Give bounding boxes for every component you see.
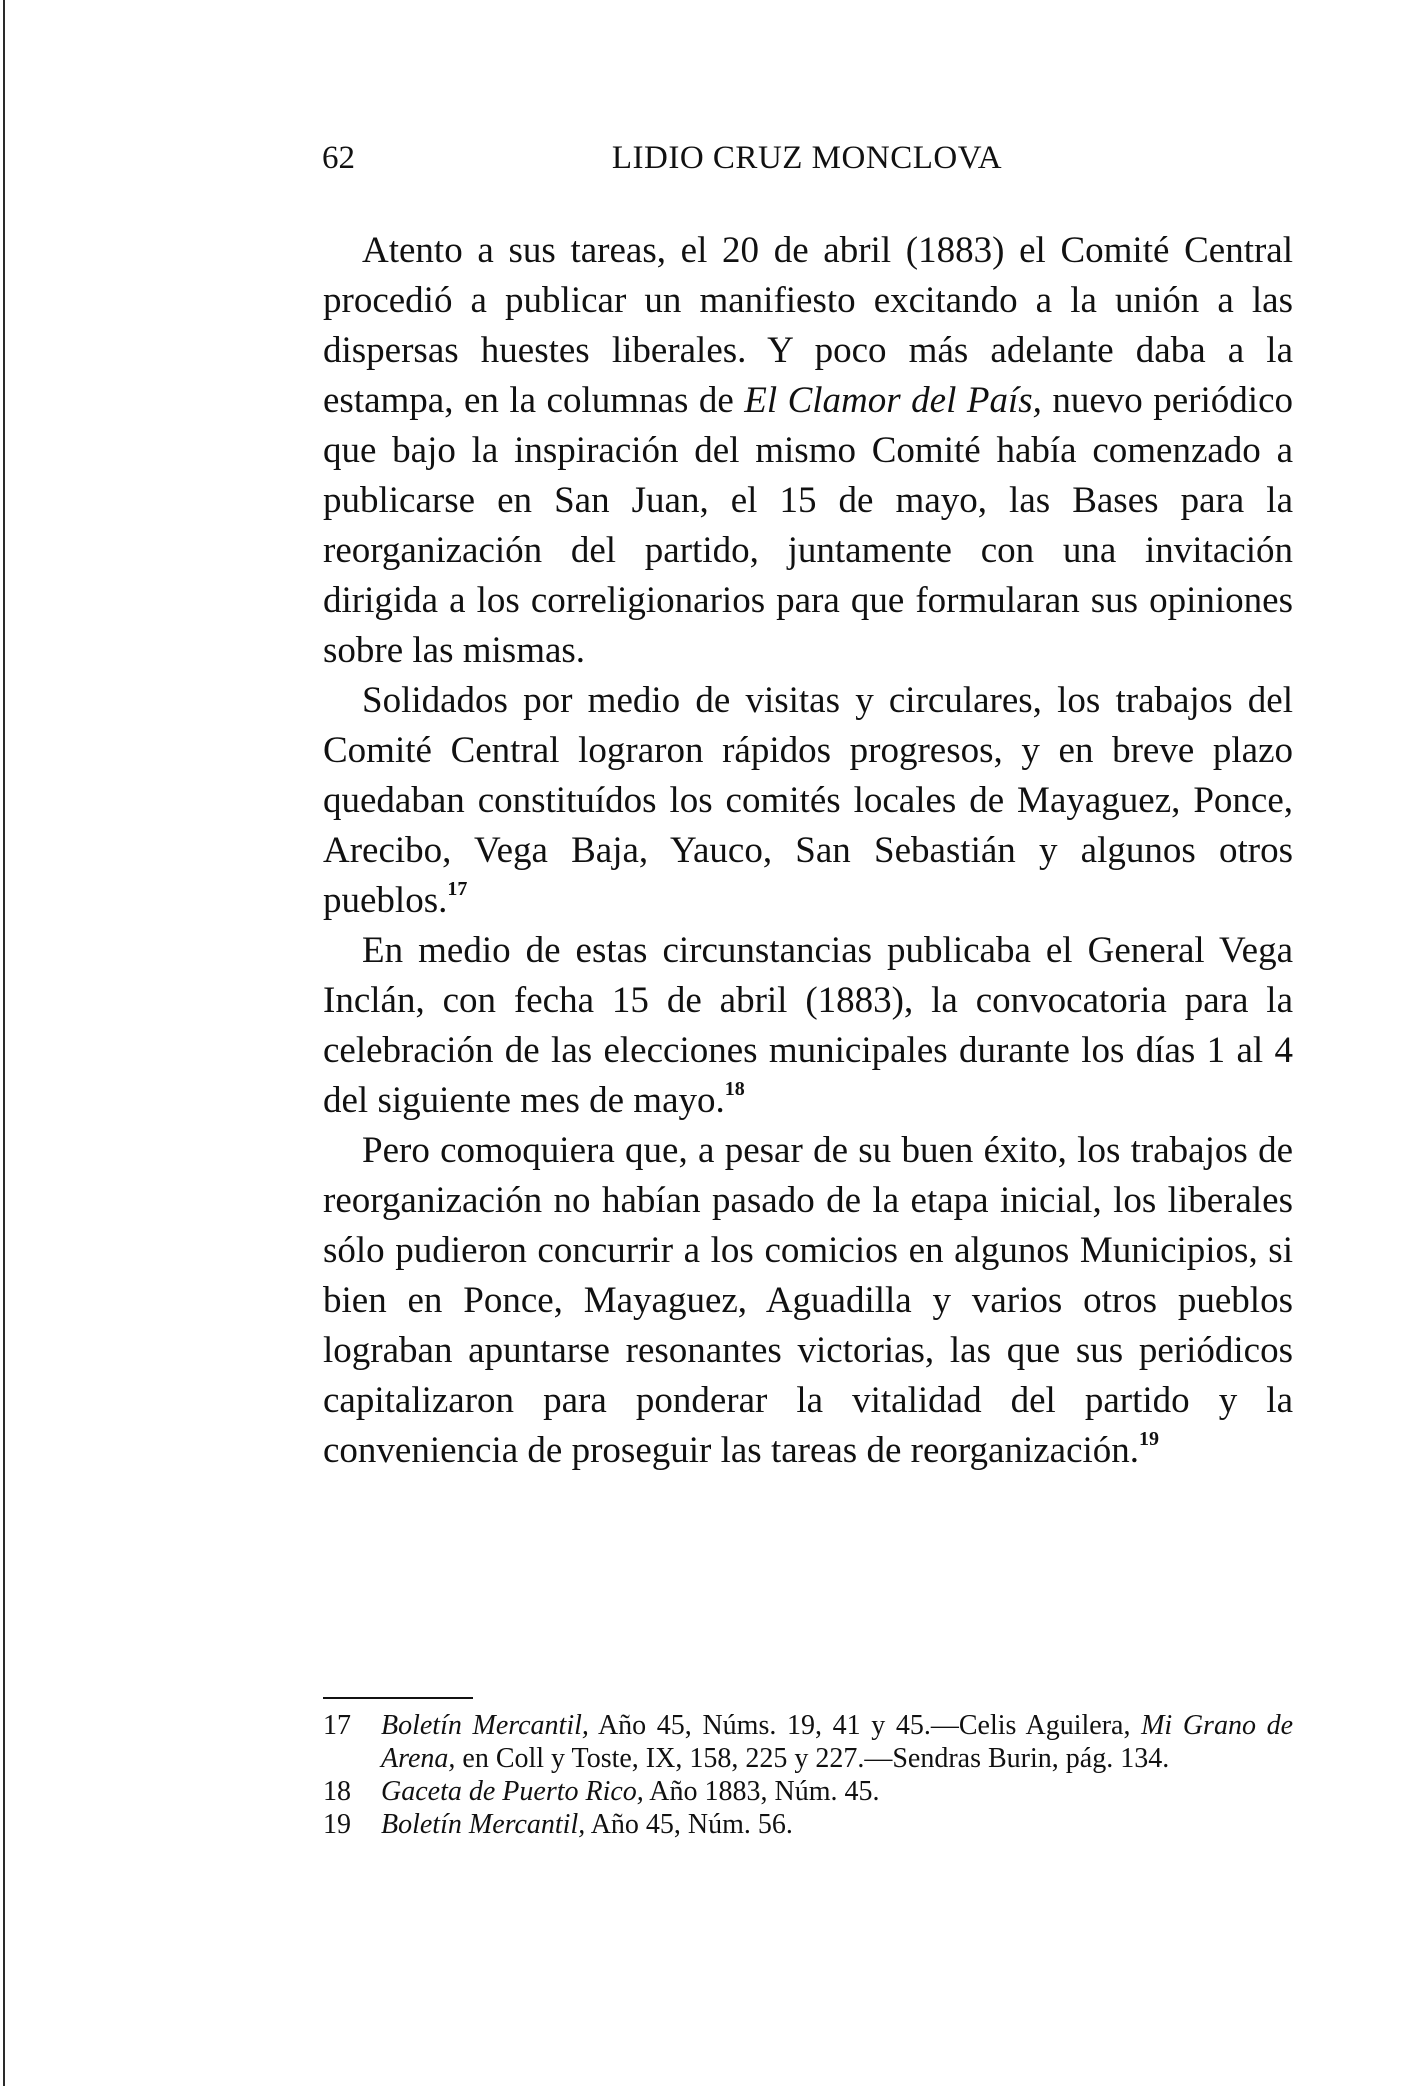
paragraph-4 [323, 1126, 1293, 1476]
footnote-ref-19: 19 [1139, 1428, 1160, 1450]
footnote-18-text: Año 1883, Núm. 45. [643, 1776, 880, 1807]
footnote-18-italic: Gaceta de Puerto Rico, [381, 1776, 644, 1807]
footnote-ref-18: 18 [724, 1078, 745, 1100]
footnote-17 [323, 1709, 1293, 1775]
paragraph-3-text: En medio de estas circunstancias publicaba el General Vega Inclán, con fecha 15 de abril (1883), la convocatoria para la celebración de las elecciones municipales durante los días 1 al 4 del siguiente mes de mayo. [323, 930, 1293, 1121]
page-edge-line [3, 0, 5, 2086]
paragraph-1-text-b: nuevo periódico que bajo la inspiración del mismo Comité había comenzado a publicarse en San Juan, el 15 de mayo, las Bases para la reorganización del partido, juntamente con una invitación dirigida a los correligionarios para que formularan sus opiniones sobre las mismas. [323, 380, 1293, 671]
footnote-18-number: 18 [323, 1776, 351, 1807]
footnote-19-number: 19 [323, 1809, 351, 1840]
running-head: LIDIO CRUZ MONCLOVA [611, 140, 1003, 176]
newspaper-title-el-clamor: El Clamor del País, [744, 380, 1042, 421]
paragraph-2 [323, 676, 1293, 926]
footnote-17-italic-a: Boletín Mercantil, [381, 1710, 589, 1741]
footnote-19 [323, 1808, 1293, 1841]
footnote-17-text-b: en Coll y Toste, IX, 158, 225 y 227.—Sendras Burin, pág. 134. [455, 1743, 1170, 1774]
footnote-18 [323, 1775, 1293, 1808]
footnote-divider [323, 1697, 473, 1699]
footnote-ref-17: 17 [447, 878, 468, 900]
body-text [323, 226, 1293, 1476]
paragraph-1-text-a: Atento a sus tareas, el 20 de abril (1883) el Comité Central procedió a publicar un manifiesto excitando a la unión a las dispersas huestes liberales. Y poco más adelante daba a la estampa, en la columnas de [323, 230, 1293, 421]
footnote-17-text-a: Año 45, Núms. 19, 41 y 45.—Celis Aguilera, [588, 1710, 1142, 1741]
footnote-17-number: 17 [323, 1710, 351, 1741]
footnotes [323, 1709, 1293, 1841]
page-number: 62 [322, 140, 355, 176]
paragraph-1 [323, 226, 1293, 676]
footnote-17-italic-b: Mi Grano de Arena, [381, 1710, 1293, 1774]
footnote-19-italic: Boletín Mercantil, [381, 1809, 586, 1840]
paragraph-4-text: Pero comoquiera que, a pesar de su buen éxito, los trabajos de reorganización no habían pasado de la etapa inicial, los liberales sólo pudieron concurrir a los comicios en algunos Municipios, si bien en Ponce, Mayaguez, Aguadilla y varios otros pueblos lograban apuntarse resonantes victorias, las que sus periódicos capitalizaron para ponderar la vitalidad del partido y la conveniencia de proseguir las tareas de reorganización. [323, 1130, 1293, 1471]
paragraph-3 [323, 926, 1293, 1126]
page-header [322, 138, 1292, 178]
paragraph-2-text: Solidados por medio de visitas y circulares, los trabajos del Comité Central lograron rápidos progresos, y en breve plazo quedaban constituídos los comités locales de Mayaguez, Ponce, Arecibo, Vega Baja, Yauco, San Sebastián y algunos otros pueblos. [323, 680, 1293, 921]
footnote-19-text: Año 45, Núm. 56. [585, 1809, 793, 1840]
